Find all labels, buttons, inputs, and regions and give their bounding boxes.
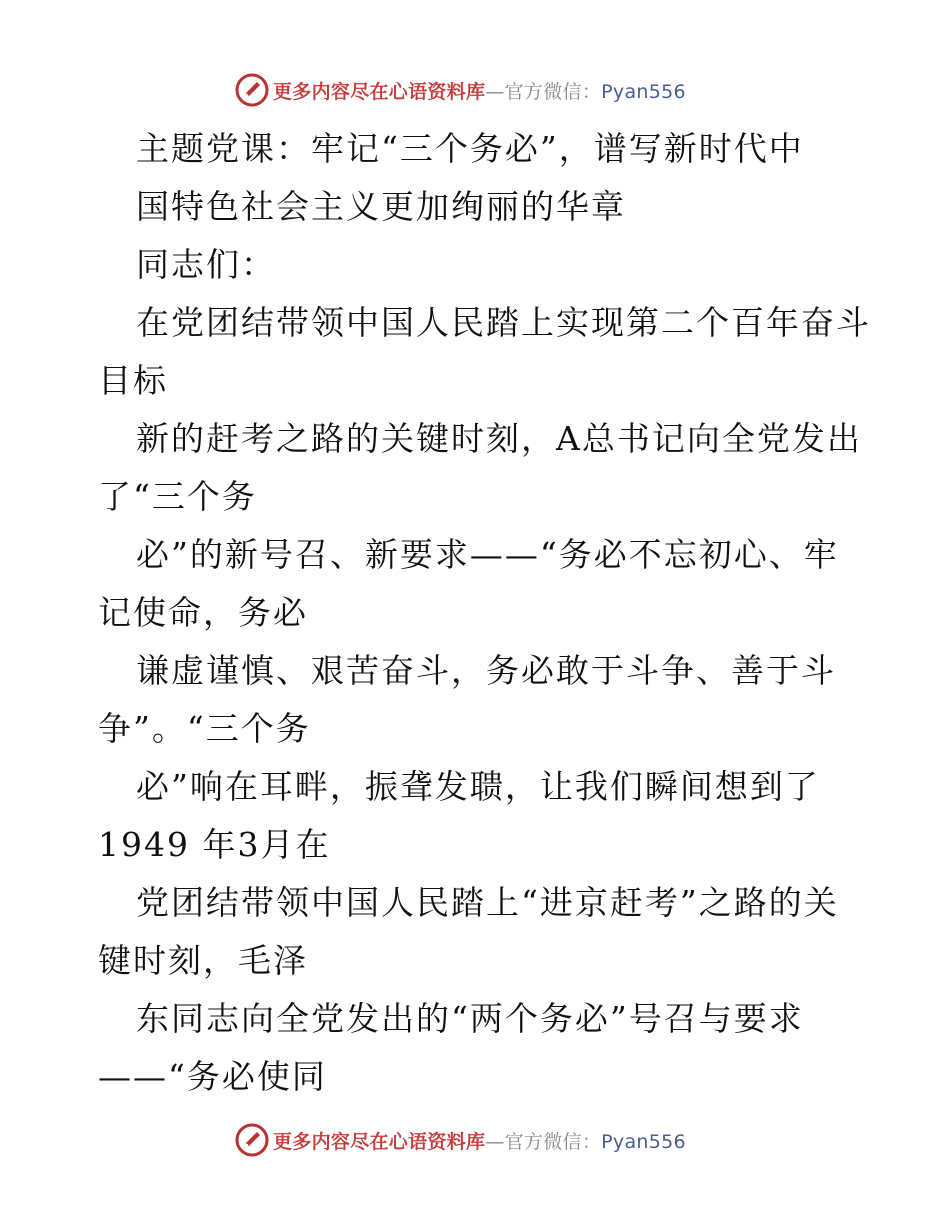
text-line: 在党团结带领中国人民踏上实现第二个百年奋斗 <box>136 303 871 342</box>
text-line: 了“三个务 <box>98 477 257 516</box>
watermark-text: 更多内容尽在心语资料库—官方微信：Pyan556 <box>273 1130 686 1153</box>
text-line: 同志们： <box>136 245 276 284</box>
text-line: 必”的新号召、新要求——“务必不忘初心、牢 <box>136 535 839 574</box>
watermark-banner-bottom <box>235 1122 686 1158</box>
text-line: 东同志向全党发出的“两个务必”号召与要求 <box>136 999 804 1038</box>
logo-icon <box>235 1123 269 1157</box>
text-line: 记使命，务必 <box>98 593 308 632</box>
watermark-banner-top <box>235 72 686 108</box>
text-line: 国特色社会主义更加绚丽的华章 <box>136 187 626 226</box>
text-line: 目标 <box>98 361 168 400</box>
text-line: 争”。“三个务 <box>98 709 311 748</box>
text-line: 必”响在耳畔，振聋发聩，让我们瞬间想到了 <box>136 767 820 806</box>
document-body <box>98 120 871 1106</box>
text-line: 党团结带领中国人民踏上“进京赶考”之路的关 <box>136 883 839 922</box>
text-line: 主题党课：牢记“三个务必”，谱写新时代中 <box>136 129 804 168</box>
text-line: 谦虚谨慎、艰苦奋斗，务必敢于斗争、善于斗 <box>136 651 836 690</box>
text-line: ——“务必使同 <box>98 1057 327 1096</box>
text-line: 新的赶考之路的关键时刻，A总书记向全党发出 <box>136 419 862 458</box>
watermark-text: 更多内容尽在心语资料库—官方微信：Pyan556 <box>273 80 686 103</box>
logo-icon <box>235 73 269 107</box>
text-line: 1949 年3月在 <box>98 825 331 864</box>
text-line: 键时刻，毛泽 <box>98 941 308 980</box>
